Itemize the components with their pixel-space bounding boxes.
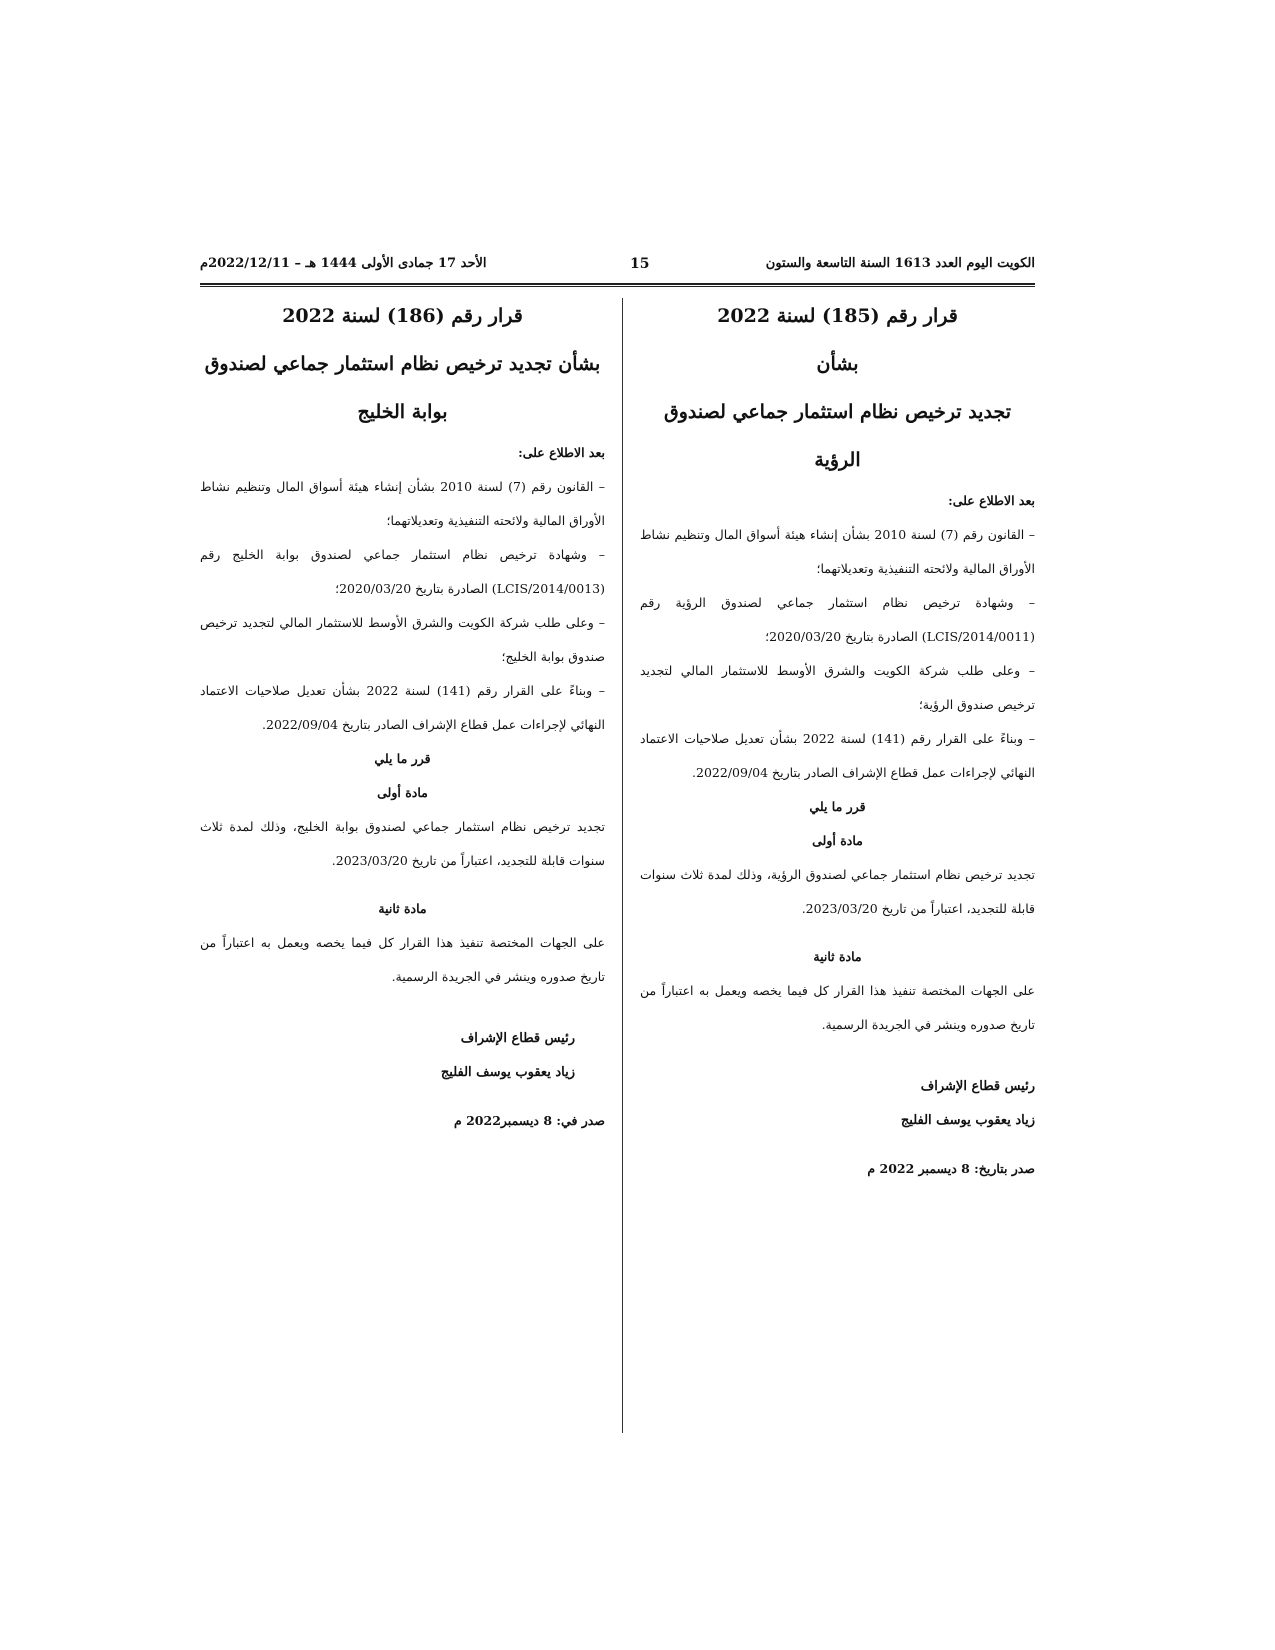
page-number: 15 xyxy=(630,256,650,272)
decision-186-column xyxy=(200,292,605,1138)
decision-186-subject-line-2: بوابة الخليج xyxy=(357,401,448,423)
page-header xyxy=(200,256,1035,282)
decision-185-recital-1: – القانون رقم (7) لسنة 2010 بشأن إنشاء هيئة أسواق المال وتنظيم نشاط الأوراق المالية ولائحته التنفيذية وتعديلاتهما؛ xyxy=(640,527,1035,576)
decision-185-signatory-name: زياد يعقوب يوسف الفليج xyxy=(900,1113,1035,1128)
decision-185-signatory-title: رئيس قطاع الإشراف xyxy=(920,1079,1035,1094)
decision-185-subject: تجديد ترخيص نظام استثمار جماعي لصندوق الرؤية xyxy=(663,401,1011,471)
decision-185-column xyxy=(640,292,1035,1186)
decision-186-issued-date: صدر في: 8 ديسمبر2022 م xyxy=(454,1113,605,1128)
header-rule xyxy=(200,283,1035,287)
decision-186-recital-4: – وبناءً على القرار رقم (141) لسنة 2022 بشأن تعديل صلاحيات الاعتماد النهائي لإجراءات عمل قطاع الإشراف الصادر بتاريخ 2022/09/04. xyxy=(200,683,605,732)
decision-185-recital-3: – وعلى طلب شركة الكويت والشرق الأوسط للاستثمار المالي لتجديد ترخيص صندوق الرؤية؛ xyxy=(640,663,1035,712)
decision-186-intro: بعد الاطلاع على: xyxy=(518,445,605,460)
decision-186-title: قرار رقم (186) لسنة 2022 xyxy=(282,305,523,327)
decision-186-subject-line-1: بشأن تجديد ترخيص نظام استثمار جماعي لصندوق xyxy=(204,353,601,375)
decision-185-recital-4: – وبناءً على القرار رقم (141) لسنة 2022 بشأن تعديل صلاحيات الاعتماد النهائي لإجراءات عمل قطاع الإشراف الصادر بتاريخ 2022/09/04. xyxy=(640,731,1035,780)
gazette-date: الأحد 17 جمادى الأولى 1444 هـ – 2022/12/11م xyxy=(200,256,487,271)
decision-186-recital-2: – وشهادة ترخيص نظام استثمار جماعي لصندوق بوابة الخليج رقم (LCIS/2014/0013) الصادرة بتاريخ 2020/03/20؛ xyxy=(200,547,605,596)
decision-185-article-1-title: مادة أولى xyxy=(812,833,863,848)
decision-186-recital-3: – وعلى طلب شركة الكويت والشرق الأوسط للاستثمار المالي لتجديد ترخيص صندوق بوابة الخليج؛ xyxy=(200,615,605,664)
decision-186-resolved: قرر ما يلي xyxy=(374,751,431,766)
decision-185-subject-label: بشأن xyxy=(816,353,859,375)
decision-185-title: قرار رقم (185) لسنة 2022 xyxy=(717,305,958,327)
decision-185-article-1-text: تجديد ترخيص نظام استثمار جماعي لصندوق الرؤية، وذلك لمدة ثلاث سنوات قابلة للتجديد، اعتباراً من تاريخ 2023/03/20. xyxy=(640,867,1035,916)
decision-186-article-1-text: تجديد ترخيص نظام استثمار جماعي لصندوق بوابة الخليج، وذلك لمدة ثلاث سنوات قابلة للتجديد، اعتباراً من تاريخ 2023/03/20. xyxy=(200,819,605,868)
decision-185-resolved: قرر ما يلي xyxy=(809,799,866,814)
decision-185-issued-date: صدر بتاريخ: 8 ديسمبر 2022 م xyxy=(867,1161,1035,1176)
decision-185-article-2-text: على الجهات المختصة تنفيذ هذا القرار كل فيما يخصه ويعمل به اعتباراً من تاريخ صدوره وينشر في الجريدة الرسمية. xyxy=(640,983,1035,1032)
decision-186-article-1-title: مادة أولى xyxy=(377,785,428,800)
decision-185-recital-2: – وشهادة ترخيص نظام استثمار جماعي لصندوق الرؤية رقم (LCIS/2014/0011) الصادرة بتاريخ 2020/03/20؛ xyxy=(640,595,1035,644)
decision-186-article-2-text: على الجهات المختصة تنفيذ هذا القرار كل فيما يخصه ويعمل به اعتباراً من تاريخ صدوره وينشر في الجريدة الرسمية. xyxy=(200,935,605,984)
decision-185-intro: بعد الاطلاع على: xyxy=(948,493,1035,508)
decision-186-article-2-title: مادة ثانية xyxy=(378,901,427,916)
decision-186-signatory-name: زياد يعقوب يوسف الفليج xyxy=(440,1065,575,1080)
decision-185-article-2-title: مادة ثانية xyxy=(813,949,862,964)
gazette-issue-info: الكويت اليوم العدد 1613 السنة التاسعة والستون xyxy=(765,256,1035,271)
decision-186-signatory-title: رئيس قطاع الإشراف xyxy=(460,1031,575,1046)
decision-186-recital-1: – القانون رقم (7) لسنة 2010 بشأن إنشاء هيئة أسواق المال وتنظيم نشاط الأوراق المالية ولائحته التنفيذية وتعديلاتهما؛ xyxy=(200,479,605,528)
column-divider xyxy=(622,298,623,1433)
